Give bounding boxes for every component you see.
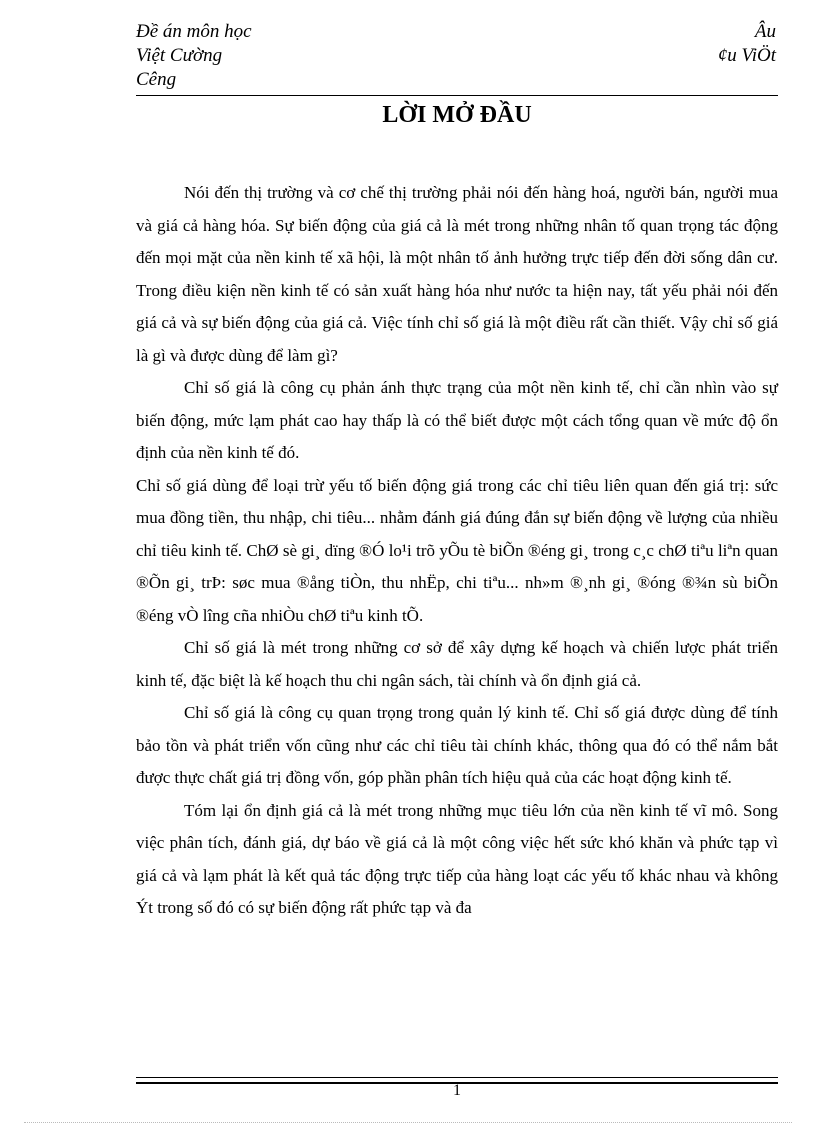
document-body (136, 177, 778, 925)
paragraph: Chỉ số giá dùng để loại trừ yếu tố biến động giá trong các chỉ tiêu liên quan đến giá trị: sức mua đồng tiền, thu nhập, chi tiêu... nhằm đánh giá đúng đắn sự biến động về lượng của nhiều chỉ tiêu kinh tế. ChØ sè gi¸ dïng ®Ó lo¹i trõ yÕu tè biÕn ®éng gi¸ trong c¸c chØ tiªu liªn quan ®Õn gi¸ trÞ: søc mua ®ång tiÒn, thu nhËp, chi tiªu... nh»m ®¸nh gi¸ ®óng ®¾n sù biÕn ®éng vÒ lîng cña nhiÒu chØ tiªu kinh tÕ. (136, 475, 778, 625)
header-right-line: Âu (754, 21, 776, 42)
page-number: 1 (453, 1082, 461, 1099)
header-left-line: Cêng (136, 69, 177, 90)
paragraph: Chỉ số giá là công cụ quan trọng trong quản lý kinh tế. Chỉ số giá được dùng để tính bảo tồn và phát triển vốn cũng như các chỉ tiêu tài chính khác, thông qua đó có thể nắm bắt được thực chất giá trị đồng vốn, góp phần phân tích hiệu quả của các hoạt động kinh tế. (136, 703, 778, 787)
paragraph: Chỉ số giá là mét trong những cơ sở để xây dựng kế hoạch và chiến lược phát triển kinh tế, đặc biệt là kế hoạch thu chi ngân sách, tài chính và ổn định giá cả. (136, 638, 778, 690)
header-right (718, 20, 776, 68)
paragraph: Chỉ số giá là công cụ phản ánh thực trạng của một nền kinh tế, chỉ cần nhìn vào sự biến động, mức lạm phát cao hay thấp là có thể biết được một cách tổng quan về mức độ ổn định của nền kinh tế đó. (136, 378, 778, 462)
paragraph: Tóm lại ổn định giá cả là mét trong những mục tiêu lớn của nền kinh tế vĩ mô. Song việc phân tích, đánh giá, dự báo về giá cả là một công việc hết sức khó khăn và phức tạp vì giá cả và lạm phát là kết quả tác động trực tiếp của hàng loạt các yếu tố khác nhau và không Ýt trong số đó có sự biến động rất phức tạp và đa (136, 800, 778, 917)
page-header (136, 20, 778, 96)
header-left-line: Đề án môn học (136, 21, 252, 42)
header-right-line: ¢u ViÖt (717, 45, 776, 66)
page-title: LỜI MỞ ĐẦU (382, 102, 532, 128)
header-left (136, 20, 252, 92)
header-left-line: Việt Cường (136, 45, 223, 66)
paragraph: Nói đến thị trường và cơ chế thị trường phải nói đến hàng hoá, người bán, người mua và giá cả hàng hóa. Sự biến động của giá cả là mét trong những nhân tố quan trọng tác động đến mọi mặt của nền kinh tế xã hội, là một nhân tố ảnh hưởng trực tiếp đến đời sống dân cư. Trong điều kiện nền kinh tế có sản xuất hàng hóa như nước ta hiện nay, tất yếu phải nói đến giá cả và sự biến động của giá cả. Việc tính chỉ số giá là một điều rất cần thiết. Vậy chỉ số giá là gì và được dùng để làm gì? (136, 183, 778, 365)
